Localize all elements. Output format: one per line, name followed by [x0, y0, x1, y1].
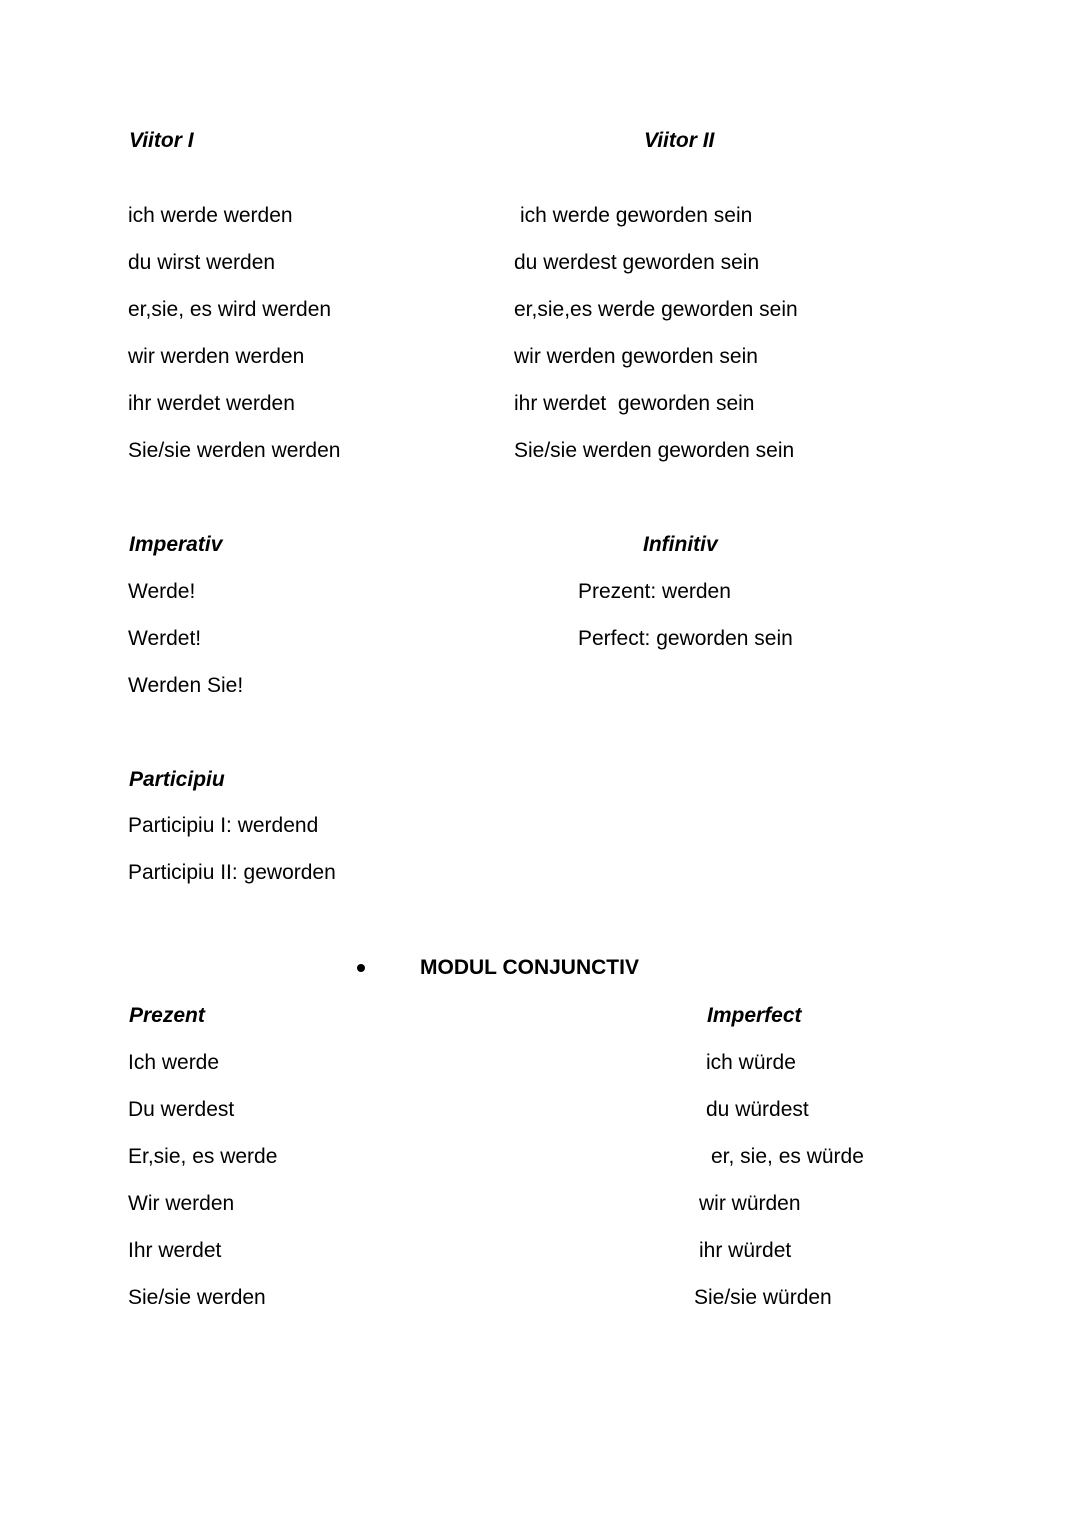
infinitiv-line: Prezent: werden	[578, 580, 731, 603]
conjunctiv-imperfect-line: wir würden	[699, 1192, 801, 1215]
conjunctiv-imperfect-line: er, sie, es würde	[711, 1145, 864, 1168]
conjunctiv-imperfect-line: ihr würdet	[699, 1239, 792, 1262]
viitor2-line: Sie/sie werden geworden sein	[514, 439, 795, 462]
participiu-line: Participiu I: werdend	[128, 814, 319, 837]
viitor1-line: er,sie, es wird werden	[128, 298, 332, 321]
imperativ-line: Werde!	[128, 580, 196, 603]
imperativ-heading: Imperativ	[129, 533, 223, 556]
participiu-heading: Participiu	[129, 768, 225, 791]
conjunctiv-prezent-line: Wir werden	[128, 1192, 235, 1215]
conjunctiv-imperfect-line: ich würde	[706, 1051, 796, 1074]
conjunctiv-prezent-line: Sie/sie werden	[128, 1286, 266, 1309]
imperativ-line: Werdet!	[128, 627, 202, 650]
viitor2-line: du werdest geworden sein	[514, 251, 760, 274]
viitor2-line: er,sie,es werde geworden sein	[514, 298, 798, 321]
imperativ-line: Werden Sie!	[128, 674, 244, 697]
conjunctiv-prezent-line: Ihr werdet	[128, 1239, 222, 1262]
viitor1-heading: Viitor I	[129, 129, 194, 152]
viitor1-line: ich werde werden	[128, 204, 293, 227]
viitor2-line: wir werden geworden sein	[514, 345, 758, 368]
conjunctiv-imperfect-heading: Imperfect	[707, 1004, 802, 1027]
conjunctiv-imperfect-line: du würdest	[706, 1098, 809, 1121]
conjunctiv-prezent-line: Er,sie, es werde	[128, 1145, 278, 1168]
infinitiv-line: Perfect: geworden sein	[578, 627, 793, 650]
viitor1-line: wir werden werden	[128, 345, 305, 368]
viitor1-line: Sie/sie werden werden	[128, 439, 341, 462]
conjunctiv-prezent-line: Du werdest	[128, 1098, 235, 1121]
viitor2-line: ihr werdet geworden sein	[514, 392, 755, 415]
viitor1-line: du wirst werden	[128, 251, 276, 274]
bullet-icon	[357, 964, 365, 972]
viitor2-line: ich werde geworden sein	[520, 204, 753, 227]
infinitiv-heading: Infinitiv	[643, 533, 718, 556]
conjunctiv-imperfect-line: Sie/sie würden	[694, 1286, 832, 1309]
conjunctiv-prezent-heading: Prezent	[129, 1004, 205, 1027]
conjunctiv-prezent-line: Ich werde	[128, 1051, 220, 1074]
participiu-line: Participiu II: geworden	[128, 861, 336, 884]
viitor2-heading: Viitor II	[644, 129, 715, 152]
conjunctiv-title: MODUL CONJUNCTIV	[420, 956, 639, 979]
viitor1-line: ihr werdet werden	[128, 392, 295, 415]
